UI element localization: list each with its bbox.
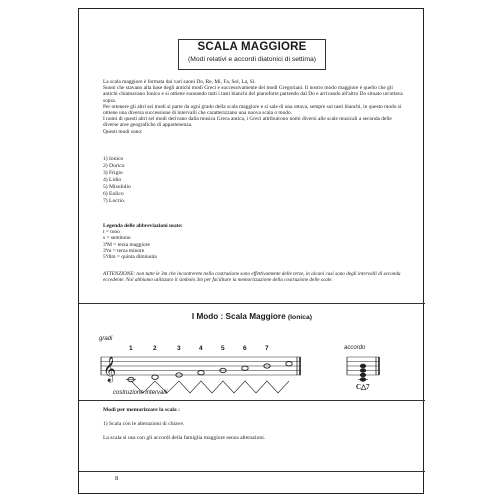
memorize-heading: Modi per memorizzare la scala : [103, 407, 180, 413]
chord-symbol: C△7 [356, 384, 370, 391]
intro-paragraph: Suoni che stavano alla base degli antichi modi Greci e successivamente dei modi Gregoriani. Il nostro modo maggiore è quello che gli antichi chiamavano Ionico e si ottiene suonando tutti i tasti bianchi del pianoforte partendo dal Do e arrivando all'altro Do situato un'ottava sopra. [103, 85, 403, 104]
intro-paragraph: Questi modi sono: [103, 128, 143, 135]
mode-item: 3) Frigio [103, 170, 123, 176]
chord-notes [360, 364, 366, 382]
chord-note [360, 373, 366, 377]
intervals-label: costruzione intervalli [113, 390, 168, 396]
mode-item: 1) Ionico [103, 156, 124, 162]
degree-number: 2 [153, 345, 157, 352]
degree-number: 3 [177, 345, 181, 352]
legend-item: 3ªM = terza maggiore [103, 241, 150, 248]
mode-item: 4) Lidio [103, 177, 122, 183]
note-head [198, 371, 204, 375]
mode-item: 2) Dorico [103, 163, 125, 169]
memorize-line: 1) Scala con le alterazioni di chiave. [103, 421, 185, 427]
section-divider-bottom [79, 400, 425, 401]
note-head [152, 375, 158, 379]
page-title: SCALA MAGGIORE [197, 41, 307, 53]
degree-number: 1 [129, 345, 133, 352]
legend-heading: Legenda delle abbreviazioni usate: [103, 223, 183, 229]
legend-item: s = semitono [103, 235, 131, 242]
usage-line: La scala si usa con gli accordi della famiglia maggiore senza alterazioni. [103, 435, 266, 441]
attention-note: ATTENZIONE: non tutte le 3m che incontrerete nella costruzione sono effettivamente delle terze, in alcuni casi sono degli intervalli di seconda eccedente. Noi abbiamo utilizzato il simbolo 3m per facilitare la memorizzazione della costruzione delle scale. [103, 271, 401, 284]
mode-item: 6) Eolico [103, 191, 124, 197]
footer-divider [79, 471, 425, 472]
scale-notes [126, 362, 292, 382]
section-title-main: I Modo : Scala Maggiore [191, 312, 286, 321]
note-head [242, 366, 248, 370]
legend-item: t = tono [103, 229, 120, 236]
intro-paragraph: Per ottenere gli altri sei modi si parte da ogni grado della scala maggiore e si sale di una ottava, sempre sui tasti bianchi, in questo modo si ottiene una diversa successione di intervalli che caratterizzano una nuova scala o modo. [103, 103, 402, 117]
book-page [78, 8, 424, 494]
intro-paragraph: I nomi di questi altri sei modi derivano dalla musica Greca antica, i Greci attribuirono nomi diversi alle scale musicali a seconda delle diverse aree geografiche di appartenenza. [103, 116, 392, 129]
staff-lines [101, 357, 301, 375]
page-subtitle: (Modi relativi e accordi diatonici di settima) [187, 56, 317, 63]
intro-paragraph: La scala maggiore è formata dai vari suoni Do, Re, Mi, Fa, Sol, La, Si. [103, 79, 256, 85]
mode-item: 5) Misolidio [103, 184, 131, 190]
degree-number: 7 [265, 345, 269, 352]
section-title-sub: (Ionica) [287, 314, 313, 321]
treble-clef-icon: 𝄞 [103, 357, 117, 382]
degrees-label: gradi [99, 336, 113, 342]
degree-number: 5 [221, 345, 225, 352]
chord-note [360, 364, 366, 368]
chord-note [360, 368, 366, 372]
degree-number: 4 [199, 345, 203, 352]
page-number: 8 [115, 475, 119, 482]
mode-item: 7) Locrio. [103, 198, 126, 204]
legend-item: 3ªm = terza minore [103, 247, 145, 254]
chord-label: accordo [344, 345, 366, 351]
note-head [286, 362, 292, 366]
degree-number: 6 [243, 345, 247, 352]
legend-item: 5ªdim = quinta diminuita [103, 254, 157, 261]
